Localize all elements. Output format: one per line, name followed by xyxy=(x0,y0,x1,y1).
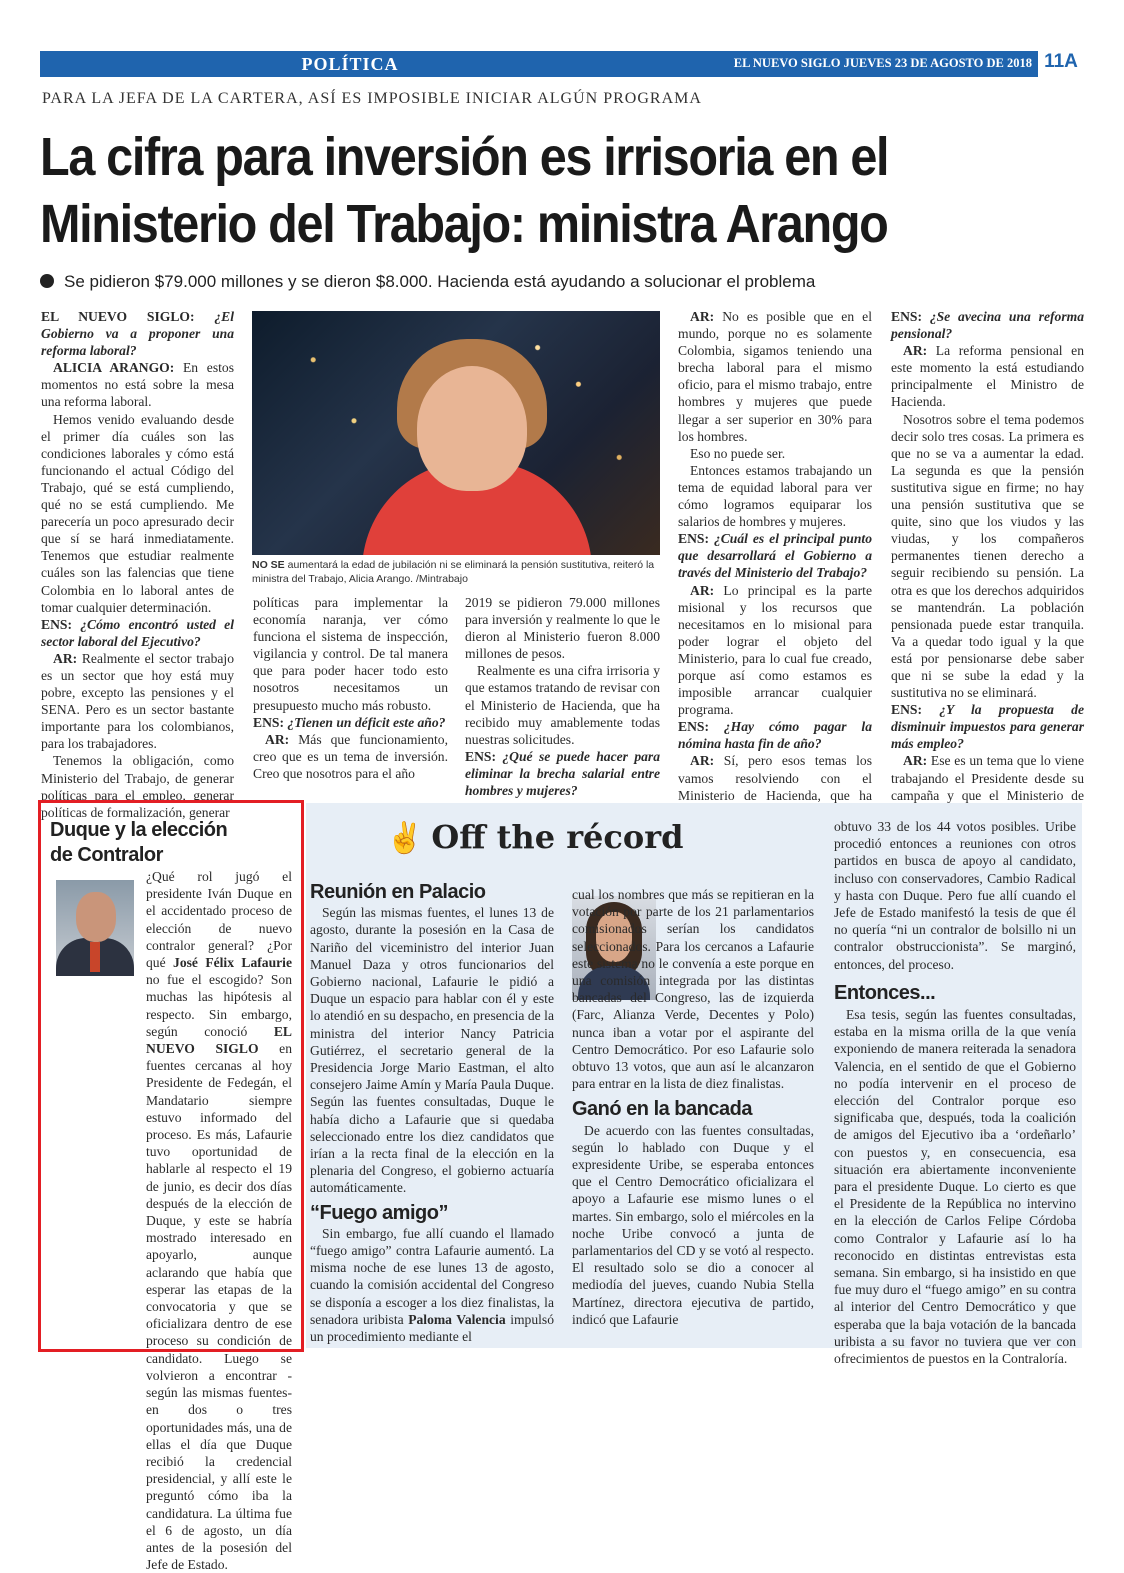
subhead-reunion: Reunión en Palacio xyxy=(310,881,486,903)
paragraph: ENS: ¿Y la propuesta de disminuir impuestos para generar más empleo? xyxy=(891,702,1084,752)
paragraph: AR: Realmente el sector trabajo es un sector que hoy está muy pobre, excepto las pensiones y el SENA. Pero es un sector bastante importante para los colombianos, para los trabajadores. xyxy=(41,650,234,752)
section-name: POLÍTICA xyxy=(301,54,399,74)
subheadline xyxy=(40,272,815,292)
paragraph: 2019 se pidieron 79.000 millones para inversión y realmente lo que le dieron al Ministerio fueron 8.000 millones de pesos. xyxy=(465,595,660,662)
paragraph: ENS: ¿Qué se puede hacer para eliminar la brecha salarial entre hombres y mujeres? xyxy=(465,748,660,799)
paragraph: Nosotros sobre el tema podemos decir solo tres cosas. La primera es que no se va a aumentar la edad. La segunda es que la pensión sustitutiva sigue en firme; no hay una pensión sustitutiva que se quite, sino que los viudos y las viudas, y los compañeros permanentes tienen derecho a seguir recibiendo su pensión. La otra es que los derechos adquiridos se mantendrán. La población pensionada puede estar tranquila. Va a quedar todo igual y la que está por pensionarse debe saber que ni se sube la edad y la sustitutiva no se eliminará. xyxy=(891,411,1084,701)
box-column-1 xyxy=(310,881,554,1345)
paragraph: Hemos venido evaluando desde el primer día cuáles son las condiciones laborales y cómo está funcionando el actual Código del Trabajo, qué se está cumpliendo, qué no se está cumpliendo. Me parecería un poco apresurado decir que sí se hará inmediatamente. Tenemos que estudiar realmente cuáles son las falencias que tiene Colombia en lo laboral antes de tomar cualquier determinación. xyxy=(41,411,234,615)
box-paragraph: Esa tesis, según las fuentes consultadas, estaba en la misma orilla de la que venía exponiendo de manera reiterada la senadora Valencia, en el sentido de que el Gobierno no podía intervenir en el proceso de elección del Contralor porque eso significaba que, después, toda la coalición de amigos del Ejecutivo iba a ‘ordeñarlo’ con puestos y, en consecuencia, esa situación era abiertamente inconveniente para el presidente Duque. Lo cierto es que el Presidente de la República no intervino en la elección de Carlos Felipe Córdoba como Contralor y Lafaurie así lo ha reconocido en distintas entrevistas esta semana. Sin embargo, si ha insistido en que fue muy duro el “fuego amigo” en su contra al interior del Centro Democrático y que esperaba que la baja votación de la bancada uribista a su favor no tuviera que ver con ofrecimientos de puestos en la Contraloría. xyxy=(834,1007,1076,1367)
paragraph: Realmente es una cifra irrisoria y que estamos tratando de revisar con el Ministerio de Hacienda, que ha recibido muy amablemente todas nuestras solicitudes. xyxy=(465,663,660,747)
paragraph: AR: La reforma pensional en este momento la está estudiando principalmente el Ministro de Hacienda. xyxy=(891,343,1084,410)
paragraph: ENS: ¿Se avecina una reforma pensional? xyxy=(891,309,1084,342)
box-column-2 xyxy=(572,886,814,1328)
box-paragraph: Sin embargo, fue allí cuando el llamado “fuego amigo” contra Lafaurie aumentó. La misma noche de ese lunes 13 de agosto, cuando la comisión accidental del Congreso se disponía a escoger a los diez finalistas, la senadora uribista Paloma Valencia impulsó un procedimiento mediante el xyxy=(310,1225,554,1345)
page-number: 11A xyxy=(1038,50,1084,78)
subhead-bancada: Ganó en la bancada xyxy=(572,1098,752,1121)
box-column-3 xyxy=(834,818,1076,1367)
paragraph: AR: Más que funcionamiento, creo que es un tema de inversión. Creo que nosotros para el año xyxy=(253,731,448,781)
paragraph: EL NUEVO SIGLO: ¿El Gobierno va a proponer una reforma laboral? xyxy=(41,309,234,359)
kicker: PARA LA JEFA DE LA CARTERA, ASÍ ES IMPOSIBLE INICIAR ALGÚN PROGRAMA xyxy=(42,90,702,107)
victory-hand-icon: ✌ xyxy=(386,821,424,856)
article-column-4 xyxy=(678,308,872,838)
paragraph: AR: Ese es un tema que lo viene trabajando el Presidente desde su campaña y que el Ministerio de xyxy=(891,753,1084,803)
sidebar-paragraph: ¿Qué rol jugó el presidente Iván Duque en el accidentado proceso de elección de nuevo contralor general? ¿Por qué José Félix Lafaurie no fue el escogido? Son muchas las hipótesis al respecto. Sin embargo, según conoció EL NUEVO SIGLO en fuentes cercanas al hoy Presidente de Fedegán, el Mandatario siempre estuvo informado del proceso. Es más, Lafaurie tuvo oportunidad de hablarle al respecto el 19 de junio, es decir dos días después de la elección de Duque, y este se habría mostrado interesado en apoyarlo, aunque aclarando que había que esperar las etapas de la convocatoria y que se oficializara dentro de ese proceso su condición de candidato. Luego se volvieron a encontrar -según las mismas fuentes- en dos o tres oportunidades más, una de ellas el día que Duque recibió la credencial presidencial, y allí este le preguntó cómo iba la candidatura. La última fue el 6 de agosto, un día antes de la posesión del Jefe de Estado. xyxy=(146,869,292,1573)
paper-date: EL NUEVO SIGLO JUEVES 23 DE AGOSTO DE 2018 xyxy=(733,56,1032,70)
paragraph: Entonces estamos trabajando un tema de equidad laboral para ver cómo logramos equiparar los salarios de hombres y mujeres. xyxy=(678,462,872,530)
paragraph: AR: Sí, pero esos temas los vamos resolviendo con el Ministerio de Hacienda, que ha xyxy=(678,753,872,803)
paragraph: ENS: ¿Cuál es el principal punto que desarrollará el Gobierno a través del Ministerio del Trabajo? xyxy=(678,531,872,581)
box-paragraph: obtuvo 33 de los 44 votos posibles. Uribe procedió entonces a reuniones con otros partidos en busca de apoyo al candidato, incluso con conservadores, Cambio Radical y hasta con Duque. Pero fue allí cuando el Jefe de Estado manifestó la tesis de que él no quería “ni un contralor de bolsillo ni un contralor obstruccionista”. Se marginó, entonces, del proceso. xyxy=(834,819,1076,972)
paragraph: AR: Lo principal es la parte misional y los recursos que necesitamos en lo misional para poder lograr el objeto del Ministerio, para lo cual fue creado, porque así como estamos es imposible arrancar cualquier programa. xyxy=(678,582,872,718)
headline xyxy=(40,124,985,258)
box-paragraph: cual los nombres que más se repitieran en la votación por parte de los 21 parlamentarios comisionados serían los candidatos seleccionados. Para los cercanos a Lafaurie este sistema no le convenía a este porque en una comisión integrada por las distintas bancadas del Congreso, las de izquierda (Farc, Alianza Verde, Decentes y Polo) nunca iban a votar por el aspirante del Centro Democrático. Por eso Lafaurie solo obtuvo 13 votos, que aun así le alcanzaron para entrar en la lista de diez finalistas. xyxy=(572,887,814,1092)
paragraph: AR: No es posible que en el mundo, porque no es solamente Colombia, sigamos teniendo una brecha laboral para el mismo oficio, para el mismo trabajo, entre hombres y mujeres que puede llegar a ser superior en 30% para los hombres. xyxy=(678,309,872,444)
bullet-icon xyxy=(40,274,54,288)
box-title: ✌ Off the récord xyxy=(386,818,684,856)
photo-caption: NO SE aumentará la edad de jubilación ni se eliminará la pensión sustitutiva, reiteró la ministra del Trabajo, Alicia Arango. /Mintrabajo xyxy=(252,559,655,585)
box-paragraph: Según las mismas fuentes, el lunes 13 de agosto, durante la posesión en la Casa de Nariño del viceministro del interior Juan Manuel Daza y otros funcionarios del Gobierno nacional, Lafaurie le pidió a Duque un espacio para hablar con él y este lo atendió en su despacho, en presencia de la ministra del interior Nancy Patricia Gutiérrez, el secretario general de la Presidencia Jorge Mario Eastman, el alto consejero Jaime Amín y María Paula Duque. Según las fuentes consultadas, Duque le había dicho a Lafaurie que si quedaba seleccionado entre los diez candidatos que irían a la recta final de la elección en la plenaria del Congreso, el gobierno actuaría automáticamente. xyxy=(310,905,554,1196)
article-column-2 xyxy=(253,594,448,782)
box-paragraph: De acuerdo con las fuentes consultadas, según lo hablado con Duque y el expresidente Uribe, se esperaba entonces que el Centro Democrático oficializara el apoyo a Lafaurie ese mismo lunes o el martes. Sin embargo, solo el miércoles en la noche Uribe convocó a junta de parlamentarios del CD y se votó al respecto. El resultado solo se dio a conocer al mediodía del jueves, cuando Nubia Stella Martínez, directora ejecutiva de partido, indicó que Lafaurie xyxy=(572,1122,814,1327)
headline-line-1: La cifra para inversión es irrisoria en el xyxy=(40,127,889,187)
subheadline-text: Se pidieron $79.000 millones y se dieron $8.000. Hacienda está ayudando a solucionar el problema xyxy=(64,272,816,291)
subhead-fuego: “Fuego amigo” xyxy=(310,1201,448,1224)
sidebar-title: Duque y la elección de Contralor xyxy=(50,819,228,866)
article-column-5 xyxy=(891,308,1084,821)
paragraph: políticas para implementar la economía naranja, ver cómo funciona el sistema de inspección, vigilancia y control. De tal manera que para poder hacer todo esto nosotros necesitamos un presupuesto mucho más robusto. xyxy=(253,595,448,713)
paragraph: ENS: ¿Cómo encontró usted el sector laboral del Ejecutivo? xyxy=(41,616,234,649)
photo-minister xyxy=(252,311,660,555)
paragraph: Eso no puede ser. xyxy=(690,445,786,461)
article-column-3 xyxy=(465,594,660,799)
article-column-1 xyxy=(41,308,234,821)
headline-line-2: Ministerio del Trabajo: ministra Arango xyxy=(40,194,888,254)
paragraph: ALICIA ARANGO: En estos momentos no está sobre la mesa una reforma laboral. xyxy=(41,360,234,410)
paragraph: ENS: ¿Tienen un déficit este año? xyxy=(253,714,446,730)
subhead-entonces: Entonces... xyxy=(834,981,936,1004)
paragraph: Tenemos la obligación, como Ministerio del Trabajo, de generar políticas para el empleo, generar políticas de formalización, generar xyxy=(41,753,234,820)
sidebar-text xyxy=(48,868,292,1573)
section-header-bar xyxy=(40,51,1084,77)
paragraph: ENS: ¿Hay cómo pagar la nómina hasta fin de año? xyxy=(678,719,872,752)
